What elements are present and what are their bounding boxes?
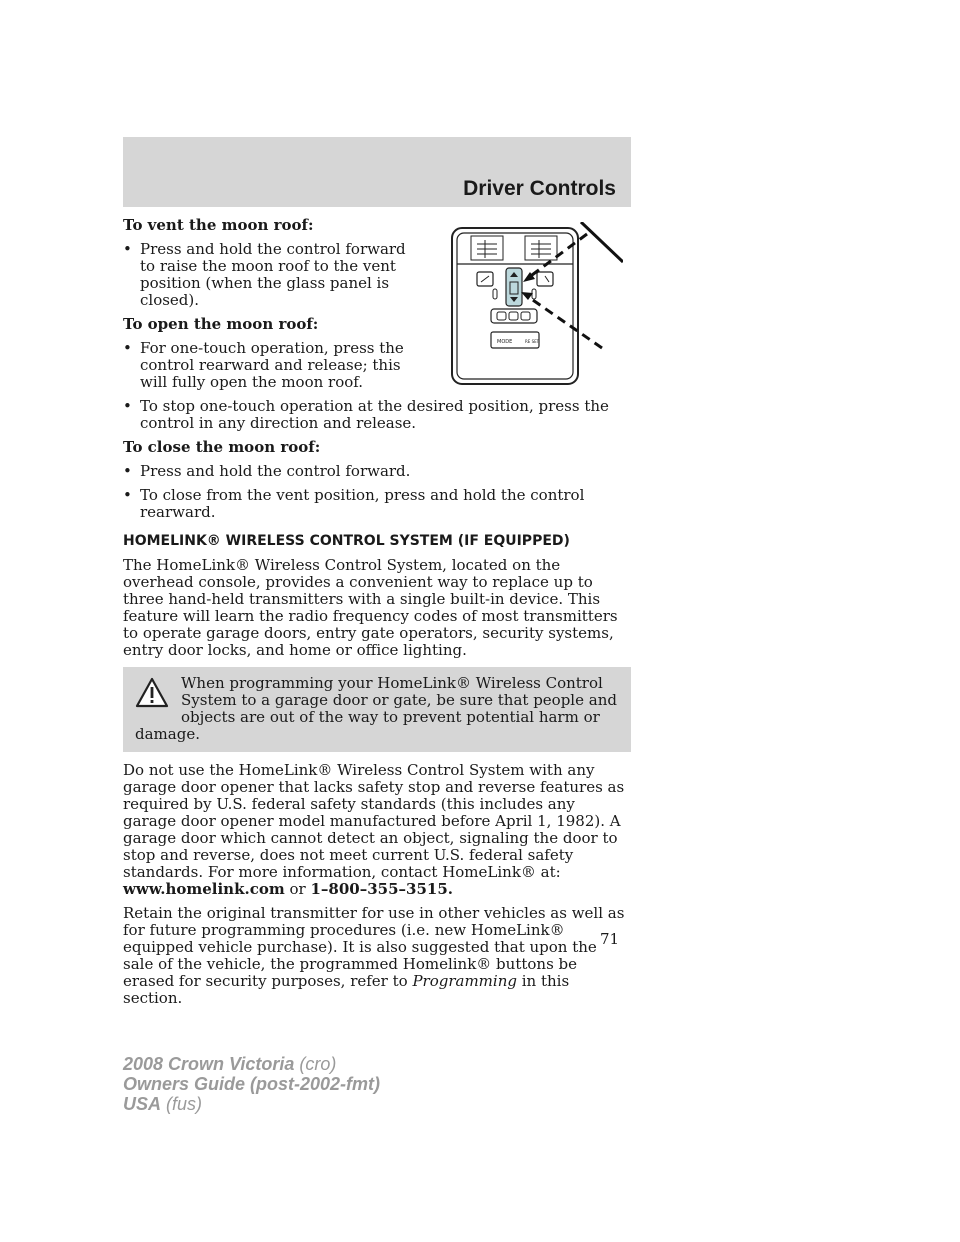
warning-triangle-icon — [135, 675, 169, 711]
programming-reference: Programming — [412, 972, 517, 990]
homelink-intro: The HomeLink® Wireless Control System, located on the overhead console, provides a convenient way to replace up to three hand-held transmitters with a single built-in device. This feature will learn the radio frequency codes of most transmitters to operate garage doors, entry gate operators, security systems, entry door locks, and home or office lighting. — [123, 556, 618, 659]
vent-heading: To vent the moon roof: — [123, 216, 314, 234]
list-item: • To close from the vent position, press and hold the control rearward. — [123, 486, 585, 521]
list-item: • For one-touch operation, press the control rearward and release; this will fully open the moon roof. — [123, 339, 404, 391]
close-heading: To close the moon roof: — [123, 438, 321, 456]
warning-box — [123, 667, 631, 752]
open-heading: To open the moon roof: — [123, 315, 319, 333]
list-item: • To stop one-touch operation at the desired position, press the control in any direction and release. — [123, 397, 609, 432]
reset-label: RE SET — [525, 339, 540, 344]
list-item: • Press and hold the control forward to raise the moon roof to the vent position (when the glass panel is closed). — [123, 240, 406, 309]
header-band — [123, 137, 631, 207]
list-item: • Press and hold the control forward. — [123, 462, 411, 480]
warning-text: When programming your HomeLink® Wireless Control System to a garage door or gate, be sure that people and objects are out of the way to prevent potential harm or damage. — [135, 674, 617, 743]
mode-label: MODE — [497, 339, 513, 345]
homelink-heading: HOMELINK® WIRELESS CONTROL SYSTEM (IF EQUIPPED) — [123, 533, 570, 549]
footer: 2008 Crown Victoria (cro) Owners Guide (post-2002-fmt) USA (fus) — [123, 1054, 381, 1114]
page-number: 71 — [600, 930, 620, 948]
section-title: Driver Controls — [463, 177, 616, 200]
homelink-url: www.homelink.com — [123, 880, 285, 898]
homelink-paragraph-2: Do not use the HomeLink® Wireless Control System with any garage door opener that lacks safety stop and reverse features as required by U.S. federal safety standards (this includes any garage door opener model manufactured before April 1, 1982). A garage door which cannot detect an object, signaling the door to stop and reverse, does not meet current U.S. federal safety standards. For more information, contact HomeLink® at: www.homelink.com or 1–800–355–3515. — [123, 761, 625, 898]
page-content — [123, 217, 631, 1014]
homelink-paragraph-3: Retain the original transmitter for use in other vehicles as well as for future programming procedures (i.e. new HomeLink® equipped vehicle purchase). It is also suggested that upon the sale of the vehicle, the programmed Homelink® buttons be erased for security purposes, refer to Programming in this section. — [123, 904, 625, 1007]
homelink-phone: 1–800–355–3515. — [310, 880, 453, 898]
